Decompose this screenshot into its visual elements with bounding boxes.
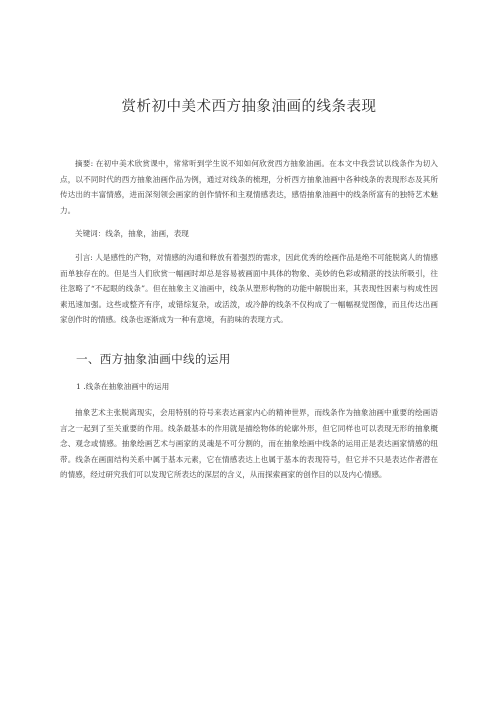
subsection-heading: 1 .线条在抽象油画中的运用 (76, 381, 170, 391)
section-heading: 一、西方抽象油画中线的运用 (76, 351, 231, 366)
paper-title: 赏析初中美术西方抽象油画的线条表现 (121, 99, 377, 115)
abstract-paragraph: 摘要: 在初中美术欣赏课中，常常听到学生说不知如何欣赏西方抽象油画。在本文中我尝试以线条作为切入点，以不同时代的西方抽象油画作品为例，通过对线条的梳理，分析西方抽象油画中各种线条的表现形态及其所传达出的丰富情感，进而深刻领会画家的创作情怀和主观情感表达，感悟抽象油画中的线条所富有的独特艺术魅力。 (60, 159, 438, 215)
introduction-paragraph: 引言: 人是感性的产物，对情感的沟通和释放有着强烈的需求，因此优秀的绘画作品是绝不可能脱离人的情感而单独存在的。但是当人们欣赏一幅画时却总是容易被画面中具体的物象、美妙的色彩或精湛的技法所吸引，往往忽略了“不起眼的线条”。但在抽象主义油画中，线条从塑形构物的功能中解脱出来，其表现性因素与构成性因素迅速加强。这些或整齐有序，或错综复杂，或活泼，或冷静的线条不仅构成了一幅幅视觉图像，而且传达出画家创作时的情感。线条也逐渐成为一种有意境，有韵味的表现方式。 (60, 252, 438, 325)
body-paragraph: 抽象艺术主张脱离现实，会用特别的符号来表达画家内心的精神世界，而线条作为抽象油画中重要的绘画语言之一起到了至关重要的作用。线条最基本的作用就是描绘物体的轮廓外形，但它同样也可以表现无形的抽象概念、观念或情感。抽象绘画艺术与画家的灵魂是不可分割的，而在抽象绘画中线条的运用正是表达画家情感的纽带。线条在画面结构关系中属于基本元素，它在情感表达上也属于基本的表现符号，但它并不只是表达作者潜在的情感，经过研究我们可以发现它所表达的深层的含义，从而探索画家的创作目的以及内心情感。 (60, 407, 438, 480)
keywords-line: 关键词：线条，抽象，油画，表现 (75, 229, 189, 239)
